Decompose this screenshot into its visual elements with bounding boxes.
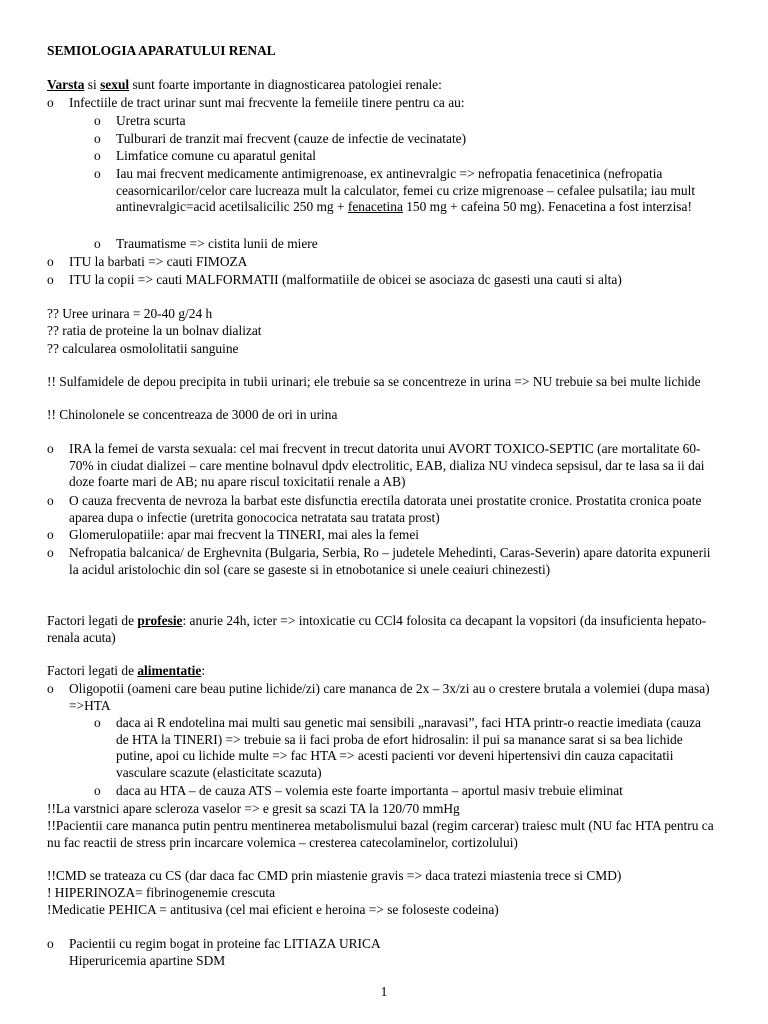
question-uree: ?? Uree urinara = 20-40 g/24 h	[47, 306, 213, 321]
keyword-sexul: sexul	[100, 77, 130, 92]
bullet-marker: o	[47, 936, 54, 951]
section-profesie: Factori legati de profesie: anurie 24h, icter => intoxicatie cu CCl4 folosita ca decapant la vopsitori (da insuficienta hepato-renala acuta)	[47, 613, 707, 645]
bullet-marker: o	[47, 95, 54, 110]
sub-bullet-marker: o	[94, 113, 101, 128]
sub-item-limfatice: Limfatice comune cu aparatul genital	[116, 148, 317, 163]
keyword-varsta: Varsta	[47, 77, 85, 92]
note-hiperinoza: ! HIPERINOZA= fibrinogenemie crescuta	[47, 885, 276, 900]
bullet-itu-copii: ITU la copii => cauti MALFORMATII (malformatiile de obicei se asociaza dc gasesti una cauti si alta)	[69, 272, 622, 287]
note-regim-carcerar: !!Pacientii care mananca putin pentru mentinerea metabolismului bazal (regim carcerar) traiesc mult (NU fac HTA pentru ca nu fac reactii de stress prin incarcare volemica – cresterea catecolaminelor, cortizolului)	[47, 818, 714, 850]
note-pehica: !Medicatie PEHICA = antitusiva (cel mai eficient e heroina => se foloseste codeina)	[47, 902, 499, 917]
page-number: 1	[380, 984, 388, 999]
bullet-marker: o	[47, 272, 54, 287]
keyword-alimentatie: alimentatie	[137, 663, 202, 678]
sub-bullet-marker: o	[94, 166, 101, 181]
keyword-fenacetina: fenacetina	[347, 199, 403, 215]
bullet-glomerulopatii: Glomerulopatiile: apar mai frecvent la TINERI, mai ales la femei	[69, 527, 420, 542]
sub-bullet-marker: o	[94, 715, 101, 730]
sub-item-uretra: Uretra scurta	[116, 113, 186, 128]
sub-bullet-marker: o	[94, 236, 101, 251]
sub-bullet-marker: o	[94, 131, 101, 146]
note-cmd: !!CMD se trateaza cu CS (dar daca fac CMD prin miastenie gravis => daca tratezi miastenia trece si CMD)	[47, 868, 622, 883]
note-chinolone: !! Chinolonele se concentreaza de 3000 de ori in urina	[47, 407, 338, 422]
bullet-itu-barbati: ITU la barbati => cauti FIMOZA	[69, 254, 248, 269]
sub-item-tranzit: Tulburari de tranzit mai frecvent (cauze de infectie de vecinatate)	[116, 131, 467, 146]
bullet-marker: o	[47, 254, 54, 269]
bullet-marker: o	[47, 527, 54, 542]
bullet-marker: o	[47, 545, 54, 560]
note-varstnici: !!La varstnici apare scleroza vaselor => e gresit sa scazi TA la 120/70 mmHg	[47, 801, 460, 816]
page-title: SEMIOLOGIA APARATULUI RENAL	[47, 43, 276, 58]
bullet-nefropatia-balcanica: Nefropatia balcanica/ de Erghevnita (Bulgaria, Serbia, Ro – judetele Mehedinti, Caras-Severin) apare datorita expunerii la acidul aristolochic din sol (care se gaseste si in etnobotanice si unele ceaiuri chinezesti)	[69, 545, 711, 577]
bullet-nevroza: O cauza frecventa de nevroza la barbat este disfunctia erectila datorata unei prostatite cronice. Prostatita cronica poate aparea dupa o infectie (uretrita gonococica netratata sau tratata prost)	[69, 493, 702, 525]
sub-bullet-marker: o	[94, 783, 101, 798]
bullet-ira-femei: IRA la femei de varsta sexuala: cel mai frecvent in trecut datorita unui AVORT TOXICO-SEPTIC (are mortalitate 60-70% in ciudat dializei – care mentine bolnavul dpdv electrolitic, EAB, dializa NU vindeca sepsisul, dar te lasa sa ii dai doze foarte mari de AB; nu apare riscul toxicitatii renale a AB)	[69, 441, 705, 490]
keyword-profesie: profesie	[137, 613, 183, 628]
section-alimentatie: Factori legati de alimentatie:	[47, 663, 206, 678]
note-sulfamide: !! Sulfamidele de depou precipita in tubii urinari; ele trebuie sa se concentreze in urina => NU trebuie sa bei multe lichide	[47, 374, 701, 389]
bullet-marker: o	[47, 493, 54, 508]
sub-item-hta-ats: daca au HTA – de cauza ATS – volemia este foarte importanta – aportul masiv trebuie eliminat	[116, 783, 623, 798]
line-hiperuricemia: Hiperuricemia apartine SDM	[69, 953, 226, 968]
sub-item-endotelina: daca ai R endotelina mai multi sau genetic mai sensibili „naravasi”, faci HTA printr-o reactie imediata (cauza de HTA la TINERI) => trebuie sa ii faci proba de efort hidrosalin: il pui sa manance sarat si sa bea lichide putine, apoi cu lichide multe => fac HTA => acesti pacienti vor deveni hipertensivi din cauza capacitatii vasculare scazute (elasticitate scazuta)	[116, 715, 701, 780]
bullet-marker: o	[47, 441, 54, 456]
question-osmolalitate: ?? calcularea osmololitatii sanguine	[47, 341, 239, 356]
bullet-litiaza-urica: Pacientii cu regim bogat in proteine fac LITIAZA URICA	[69, 936, 381, 951]
sub-item-traumatisme: Traumatisme => cistita lunii de miere	[116, 236, 318, 251]
intro-line: Varsta si sexul sunt foarte importante in diagnosticarea patologiei renale:	[47, 77, 442, 92]
sub-bullet-marker: o	[94, 148, 101, 163]
bullet-itu-femei: Infectiile de tract urinar sunt mai frecvente la femeiile tinere pentru ca au:	[69, 95, 465, 110]
question-proteine: ?? ratia de proteine la un bolnav dializat	[47, 323, 262, 338]
sub-item-antimigrenoase: Iau mai frecvent medicamente antimigrenoase, ex antinevralgic => nefropatia fenacetinica (nefropatia ceasornicarilor/celor care lucreaza mult la calculator, femei cu crize migrenoase – cefalee pulsatila; iau mult antinevralgic=acid acetilsalicilic 250 mg + fenacetina 150 mg + cafeina 50 mg). Fenacetina a fost interzisa!	[116, 166, 696, 215]
bullet-oligopotii: Oligopotii (oameni care beau putine lichide/zi) care mananca de 2x – 3x/zi au o crestere brutala a volemiei (dupa masa) =>HTA	[69, 681, 710, 713]
bullet-marker: o	[47, 681, 54, 696]
